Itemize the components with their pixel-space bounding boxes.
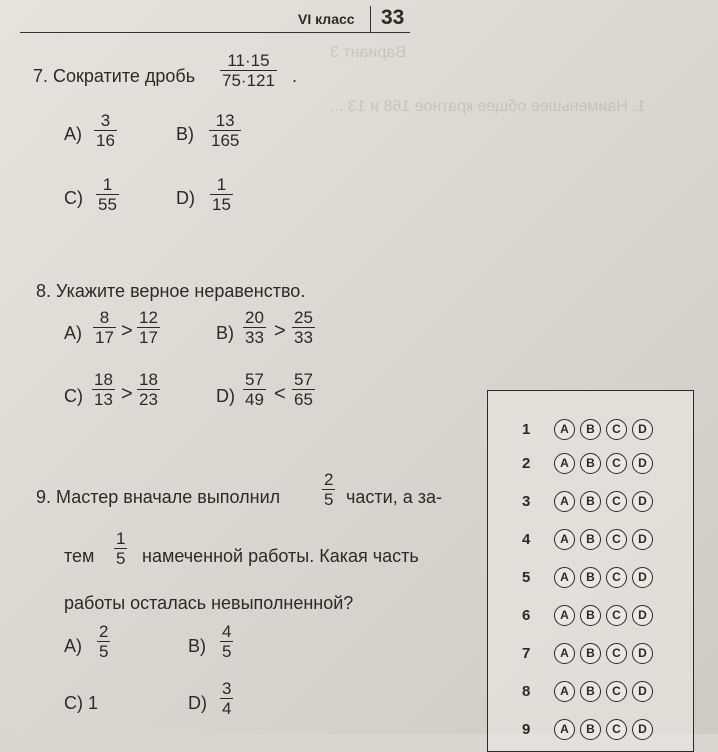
q7-dot: . — [292, 66, 298, 86]
answer-row — [488, 527, 693, 557]
answer-bubble-b[interactable]: B — [580, 453, 601, 474]
q7-den: 75·121 — [222, 70, 275, 90]
answer-row-number: 4 — [522, 531, 531, 548]
answer-bubble-d[interactable]: D — [632, 529, 653, 550]
q9-line1-end: части, а за- — [346, 487, 442, 507]
answer-bubble-b[interactable]: B — [580, 719, 601, 740]
answer-bubble-a[interactable]: A — [554, 605, 575, 626]
answer-bubble-d[interactable]: D — [632, 719, 653, 740]
q7-b-den: 165 — [211, 130, 240, 150]
q9-f1-den: 5 — [324, 489, 334, 509]
answer-bubble-c[interactable]: C — [606, 681, 627, 702]
answer-row-number: 5 — [522, 569, 531, 586]
q8-d-frac2[interactable] — [292, 371, 315, 409]
q7-b-num: 13 — [215, 111, 235, 130]
faded-title: Вариант 3 — [330, 44, 406, 61]
q9-line1: 9. Мастер вначале выполнил — [36, 487, 281, 507]
page-number: 33 — [381, 6, 405, 29]
q8-option-a-label[interactable]: A) — [64, 323, 82, 343]
q9-fraction-2 — [114, 530, 127, 568]
q7-option-d[interactable] — [210, 176, 233, 214]
answer-row-number: 2 — [522, 455, 531, 472]
answer-bubble-a[interactable]: A — [554, 643, 575, 664]
q9-option-c[interactable]: C) 1 — [64, 693, 99, 713]
answer-row-number: 8 — [522, 683, 531, 700]
q8-c-operator: > — [121, 383, 133, 405]
answer-bubble-c[interactable]: C — [606, 719, 627, 740]
q7-option-b-label[interactable]: B) — [176, 124, 194, 144]
q8-d2-den: 65 — [294, 389, 313, 409]
q7-c-den: 55 — [98, 194, 117, 214]
answer-bubble-b[interactable]: B — [580, 529, 601, 550]
q9-option-d[interactable] — [220, 680, 233, 718]
q8-b-frac2[interactable] — [292, 309, 315, 347]
answer-bubble-a[interactable]: A — [554, 419, 575, 440]
answer-row — [488, 489, 693, 519]
answer-bubble-b[interactable]: B — [580, 419, 601, 440]
answer-bubble-a[interactable]: A — [554, 491, 575, 512]
q8-c-frac2[interactable] — [137, 371, 160, 409]
q8-option-b-label[interactable]: B) — [216, 323, 234, 343]
q7-d-num: 1 — [216, 175, 227, 194]
answer-bubble-b[interactable]: B — [580, 605, 601, 626]
q9-line2-start: тем — [64, 546, 95, 566]
q8-b2-num: 25 — [294, 308, 313, 327]
answer-bubble-a[interactable]: A — [554, 719, 575, 740]
faded-line: 1. Наименьшее общее кратное 168 и 13 ... — [330, 98, 646, 115]
answer-bubble-c[interactable]: C — [606, 419, 627, 440]
answer-row — [488, 603, 693, 633]
q9-option-b[interactable] — [220, 623, 233, 661]
q9-a-num: 2 — [99, 622, 109, 641]
q8-b1-num: 20 — [245, 308, 264, 327]
answer-row — [488, 417, 693, 447]
q9-fraction-1 — [322, 471, 335, 509]
answer-row — [488, 717, 693, 747]
q7-option-c[interactable] — [96, 176, 119, 214]
q9-b-num: 4 — [222, 622, 232, 641]
q7-option-a-label[interactable]: A) — [64, 124, 82, 144]
answer-bubble-c[interactable]: C — [606, 529, 627, 550]
answer-bubble-d[interactable]: D — [632, 419, 653, 440]
q9-line2-end: намеченной работы. Какая часть — [142, 546, 419, 566]
q8-d-frac1[interactable] — [243, 371, 266, 409]
answer-bubble-c[interactable]: C — [606, 567, 627, 588]
q8-c-frac1[interactable] — [92, 371, 115, 409]
q9-b-den: 5 — [222, 641, 232, 661]
q9-line3: работы осталась невыполненной? — [64, 593, 354, 613]
q7-num: 11·15 — [227, 51, 270, 70]
answer-bubble-a[interactable]: A — [554, 453, 575, 474]
q8-a2-num: 12 — [139, 308, 158, 327]
q9-d-den: 4 — [222, 698, 232, 718]
q8-b1-den: 33 — [245, 327, 264, 347]
q8-d1-den: 49 — [245, 389, 264, 409]
q8-a1-num: 8 — [99, 308, 110, 327]
answer-sheet — [487, 390, 694, 752]
q8-a-operator: > — [121, 320, 133, 342]
answer-bubble-c[interactable]: C — [606, 605, 627, 626]
q8-c1-num: 18 — [94, 370, 113, 389]
q7-option-b[interactable] — [209, 112, 241, 150]
answer-row-number: 7 — [522, 645, 531, 662]
q9-f1-num: 2 — [324, 470, 334, 489]
q7-option-a[interactable] — [94, 112, 117, 150]
q8-option-d-label[interactable]: D) — [216, 386, 235, 406]
answer-row — [488, 679, 693, 709]
q7-a-den: 16 — [96, 130, 115, 150]
header-divider — [370, 6, 371, 32]
answer-bubble-d[interactable]: D — [632, 567, 653, 588]
answer-bubble-c[interactable]: C — [606, 491, 627, 512]
answer-row — [488, 565, 693, 595]
answer-bubble-d[interactable]: D — [632, 453, 653, 474]
q8-a-frac1[interactable] — [93, 309, 116, 347]
q8-option-c-label[interactable]: C) — [64, 386, 83, 406]
q8-d-operator: < — [274, 383, 286, 405]
answer-bubble-a[interactable]: A — [554, 681, 575, 702]
q9-option-a-label[interactable]: A) — [64, 636, 82, 656]
q9-f2-num: 1 — [116, 529, 126, 548]
answer-bubble-d[interactable]: D — [632, 643, 653, 664]
q8-b-frac1[interactable] — [243, 309, 266, 347]
q9-option-a[interactable] — [97, 623, 110, 661]
q9-d-num: 3 — [222, 679, 232, 698]
answer-bubble-d[interactable]: D — [632, 491, 653, 512]
answer-row-number: 3 — [522, 493, 531, 510]
q7-a-num: 3 — [100, 111, 111, 130]
header-rule — [20, 32, 410, 33]
q7-fraction — [220, 52, 277, 90]
q8-c1-den: 13 — [94, 389, 113, 409]
q7-d-den: 15 — [212, 194, 231, 214]
q9-option-d-label[interactable]: D) — [188, 693, 207, 713]
q7-c-num: 1 — [102, 175, 113, 194]
class-label: VI класс — [298, 11, 355, 27]
answer-bubble-b[interactable]: B — [580, 643, 601, 664]
q7-option-c-label[interactable]: C) — [64, 188, 83, 208]
answer-row — [488, 451, 693, 481]
q7-text: 7. Сократите дробь — [33, 66, 196, 86]
answer-bubble-c[interactable]: C — [606, 453, 627, 474]
q8-a-frac2[interactable] — [137, 309, 160, 347]
q9-a-den: 5 — [99, 641, 109, 661]
q8-d2-num: 57 — [294, 370, 313, 389]
answer-bubble-a[interactable]: A — [554, 529, 575, 550]
answer-bubble-b[interactable]: B — [580, 567, 601, 588]
answer-bubble-a[interactable]: A — [554, 567, 575, 588]
q8-a1-den: 17 — [95, 327, 114, 347]
q8-b2-den: 33 — [294, 327, 313, 347]
answer-bubble-b[interactable]: B — [580, 681, 601, 702]
answer-row-number: 9 — [522, 721, 531, 738]
q9-f2-den: 5 — [116, 548, 126, 568]
q9-option-b-label[interactable]: B) — [188, 636, 206, 656]
q8-c2-num: 18 — [139, 370, 158, 389]
answer-row-number: 6 — [522, 607, 531, 624]
answer-bubble-b[interactable]: B — [580, 491, 601, 512]
q8-a2-den: 17 — [139, 327, 158, 347]
answer-row — [488, 641, 693, 671]
q8-d1-num: 57 — [245, 370, 264, 389]
answer-bubble-d[interactable]: D — [632, 605, 653, 626]
q7-option-d-label[interactable]: D) — [176, 188, 195, 208]
answer-bubble-c[interactable]: C — [606, 643, 627, 664]
q8-b-operator: > — [274, 320, 286, 342]
q8-text: 8. Укажите верное неравенство. — [36, 281, 306, 301]
answer-row-number: 1 — [522, 421, 531, 438]
answer-bubble-d[interactable]: D — [632, 681, 653, 702]
q8-c2-den: 23 — [139, 389, 158, 409]
